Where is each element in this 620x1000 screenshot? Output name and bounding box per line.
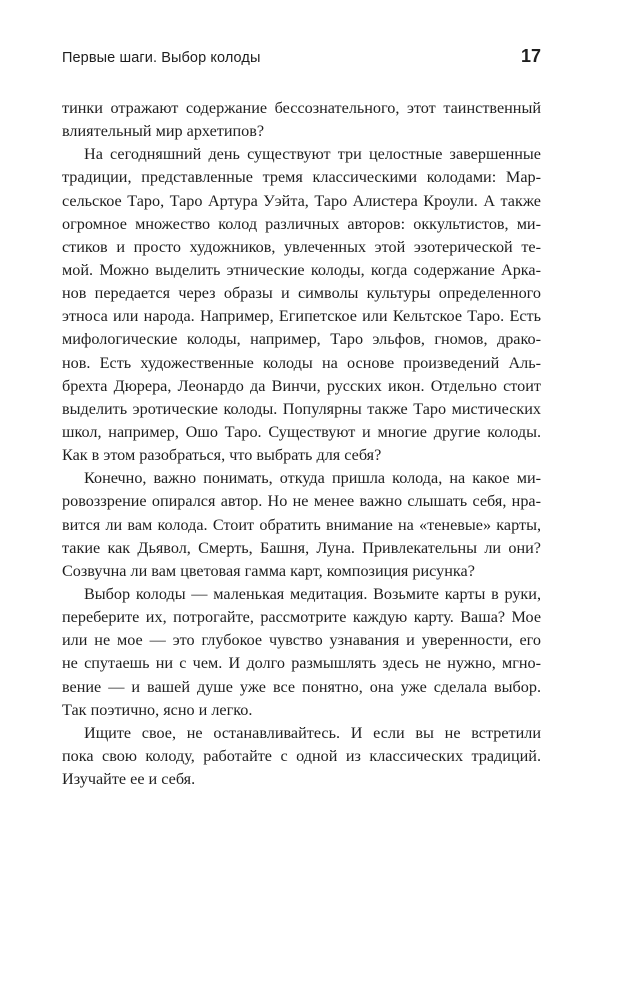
text-line: Выбор колоды — маленькая медитация. Возьмите карты в руки, [84, 584, 541, 603]
running-header [62, 46, 541, 68]
text-line: мифологические колоды, например, Таро эльфов, гномов, драко- [62, 330, 541, 349]
text-line: огромное множество колод различных авторов: оккультистов, ми- [62, 214, 541, 233]
text-line: Конечно, важно понимать, откуда пришла колода, на какое ми- [84, 469, 541, 488]
text-line: вится ли вам колода. Стоит обратить внимание на «теневые» карты, [62, 515, 541, 534]
text-line: мой. Можно выделить этнические колоды, когда содержание Арка- [62, 260, 541, 279]
text-line: традиции, представленные тремя классическими колодами: Мар- [62, 168, 541, 187]
text-line: брехта Дюрера, Леонардо да Винчи, русских икон. Отдельно стоит [62, 376, 541, 395]
text-line: влиятельный мир архетипов? [62, 122, 265, 141]
text-line: нов передается через образы и символы культуры определенного [62, 284, 541, 303]
text-line: Изучайте ее и себя. [62, 770, 196, 789]
paragraph [62, 722, 541, 791]
text-line: сельское Таро, Таро Артура Уэйта, Таро Алистера Кроули. А также [62, 191, 541, 210]
text-line: выделить эротические колоды. Популярны также Таро мистических [62, 399, 541, 418]
text-line: нов. Есть художественные колоды на основе произведений Аль- [62, 353, 541, 372]
paragraph [62, 143, 541, 467]
text-line: не спутаешь ни с чем. И долго размышлять здесь не нужно, мгно- [62, 654, 541, 673]
text-line: Так поэтично, ясно и легко. [62, 700, 253, 719]
text-line: Как в этом разобраться, что выбрать для себя? [62, 446, 382, 465]
body-text [62, 97, 541, 791]
paragraph [62, 467, 541, 583]
text-line: На сегодняшний день существуют три целостные завершенные [84, 145, 541, 164]
text-line: переберите их, потрогайте, рассмотрите каждую карту. Ваша? Мое [62, 608, 541, 627]
paragraph [62, 583, 541, 722]
text-line: стиков и просто художников, увлеченных этой эзотерической те- [62, 237, 541, 256]
text-line: Созвучна ли вам цветовая гамма карт, композиция рисунка? [62, 561, 475, 580]
text-line: пока свою колоду, работайте с одной из классических традиций. [62, 746, 541, 765]
text-line: этноса или народа. Например, Египетское или Кельтское Таро. Есть [62, 307, 541, 326]
text-line: вение — и вашей душе уже все понятно, она уже сделала выбор. [62, 677, 541, 696]
text-line: Ищите свое, не останавливайтесь. И если вы не встретили [84, 723, 541, 742]
text-line: такие как Дьявол, Смерть, Башня, Луна. Привлекательны ли они? [62, 538, 541, 557]
text-line: школ, например, Ошо Таро. Существуют и многие другие колоды. [62, 422, 541, 441]
page-number: 17 [520, 46, 541, 66]
text-line: тинки отражают содержание бессознательного, этот таинственный [62, 99, 541, 117]
paragraph [62, 97, 541, 143]
chapter-title: Первые шаги. Выбор колоды [62, 50, 261, 66]
text-line: или не мое — это глубокое чувство узнавания и уверенности, его [62, 631, 541, 650]
text-line: ровоззрение опирался автор. Но не менее важно слышать себя, нра- [62, 492, 541, 511]
